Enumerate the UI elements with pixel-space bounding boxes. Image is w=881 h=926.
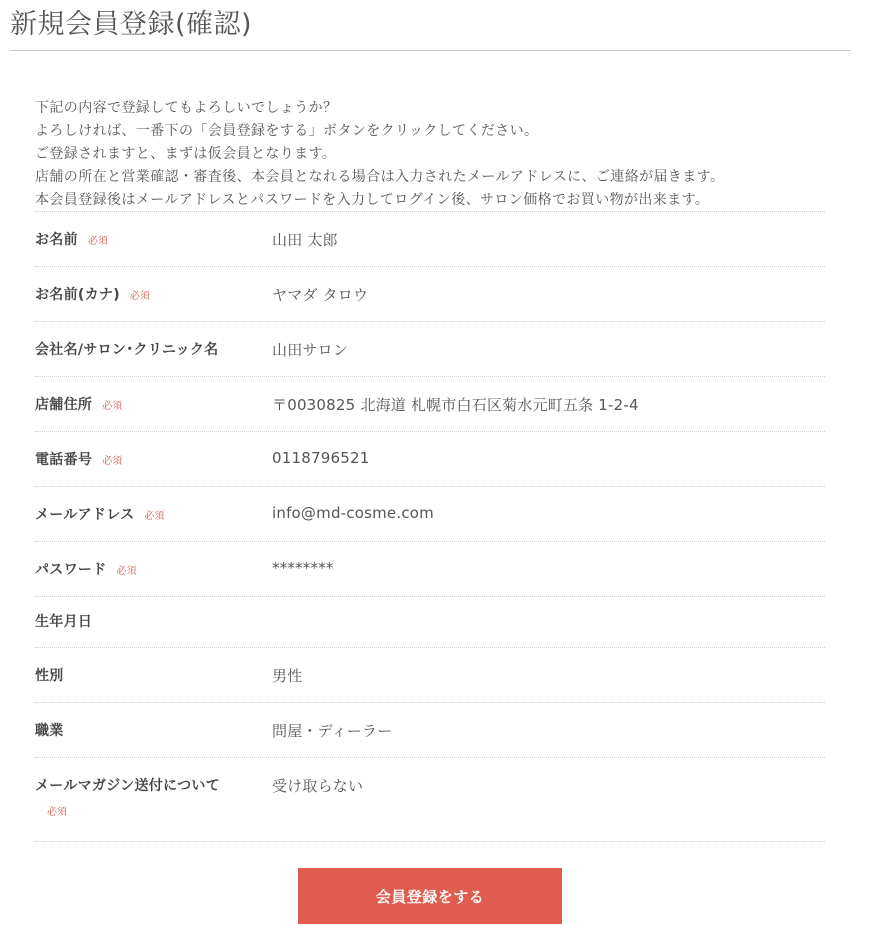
label-text: お名前(カナ) [35, 287, 120, 303]
row-label [35, 703, 272, 757]
label-text: お名前 [35, 232, 78, 248]
row-value: ヤマダ タロウ [272, 286, 369, 304]
row-label [35, 212, 272, 266]
row-value [272, 597, 825, 647]
register-submit-button[interactable]: 会員登録をする [298, 868, 562, 924]
required-badge: 必須 [144, 511, 165, 522]
row-company [35, 322, 825, 377]
required-badge: 必須 [116, 566, 137, 577]
intro-line: 店舗の所在と営業確認・審査後、本会員となれる場合は入力されたメールアドレスに、ご連絡が届きます。 [35, 169, 725, 185]
row-password [35, 542, 825, 597]
label-text: メールアドレス [35, 507, 135, 523]
row-label [35, 432, 272, 486]
confirmation-table [35, 211, 825, 842]
row-address [35, 377, 825, 432]
row-birthdate [35, 597, 825, 648]
intro-line: 下記の内容で登録してもよろしいでしょうか？ [35, 100, 338, 116]
intro-text [35, 97, 835, 212]
row-label [35, 267, 272, 321]
row-value: 山田 太郎 [272, 231, 338, 249]
required-badge: 必須 [87, 236, 108, 247]
row-label [35, 758, 272, 841]
required-badge: 必須 [102, 456, 123, 467]
row-name [35, 212, 825, 267]
row-label [35, 487, 272, 541]
intro-line: よろしければ、一番下の「会員登録をする」ボタンをクリックしてください。 [35, 123, 539, 139]
row-label [35, 597, 272, 647]
required-badge: 必須 [129, 291, 150, 302]
label-text: 店舗住所 [35, 397, 93, 413]
row-label [35, 542, 272, 596]
row-phone [35, 432, 825, 487]
page-title: 新規会員登録(確認) [10, 6, 851, 51]
row-value: 山田サロン [272, 341, 349, 359]
row-label [35, 377, 272, 431]
row-email [35, 487, 825, 542]
row-name-kana [35, 267, 825, 322]
row-value: info@md-cosme.com [272, 504, 434, 522]
required-badge: 必須 [47, 807, 67, 818]
row-occupation [35, 703, 825, 758]
row-value: 0118796521 [272, 449, 370, 467]
label-text: 職業 [35, 723, 64, 739]
row-gender [35, 648, 825, 703]
row-value: 受け取らない [272, 777, 364, 795]
label-text: メールマガジン送付について [35, 778, 220, 794]
row-newsletter [35, 758, 825, 842]
row-value: 男性 [272, 667, 303, 685]
label-text: 生年月日 [35, 614, 93, 630]
intro-line: ご登録されますと、まずは仮会員となります。 [35, 146, 337, 162]
label-text: 会社名/サロン･クリニック名 [35, 342, 219, 358]
label-text: 電話番号 [35, 452, 93, 468]
intro-line: 本会員登録後はメールアドレスとパスワードを入力してログイン後、サロン価格でお買い物が出来ます。 [35, 192, 710, 208]
label-text: 性別 [35, 668, 64, 684]
label-text: パスワード [35, 562, 107, 578]
row-label [35, 648, 272, 702]
submit-area [298, 868, 562, 924]
row-value: 〒0030825 北海道 札幌市白石区菊水元町五条 1-2-4 [272, 396, 639, 414]
row-value: ******** [272, 559, 334, 577]
required-badge: 必須 [102, 401, 123, 412]
row-value: 問屋・ディーラー [272, 722, 393, 740]
row-label [35, 322, 272, 376]
